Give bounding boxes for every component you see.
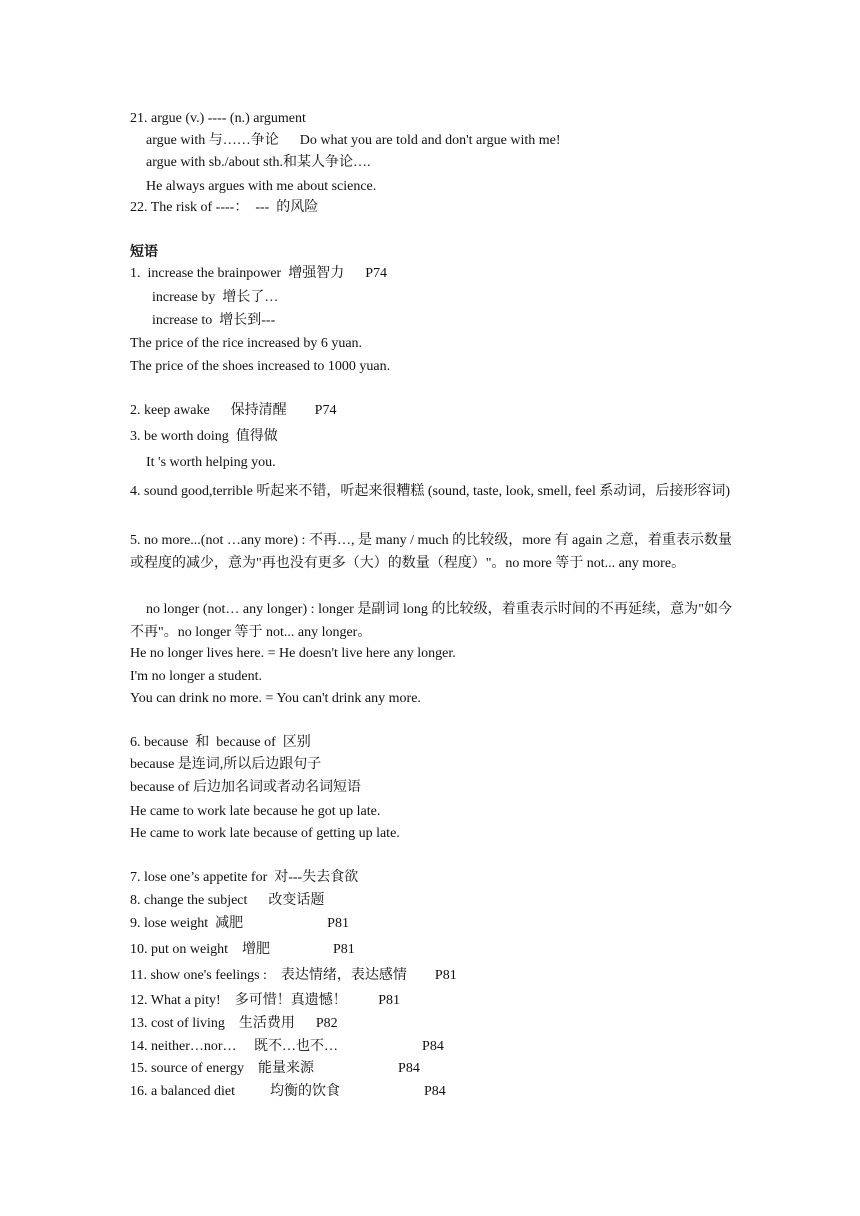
phrase-1-example-2: The price of the shoes increased to 1000 yuan.: [130, 359, 391, 374]
phrase-13: 13. cost of living 生活费用 P82: [130, 1016, 338, 1031]
phrase-1-title: 1. increase the brainpower 增强智力 P74: [130, 266, 387, 281]
phrase-5-example-3: You can drink no more. = You can't drink any more.: [130, 691, 421, 706]
phrase-7: 7. lose one’s appetite for 对---失去食欲: [130, 870, 359, 885]
phrase-1-sub-1: increase by 增长了…: [152, 290, 279, 305]
phrase-6-example-1: He came to work late because he got up late.: [130, 804, 381, 819]
entry-21-example-1: argue with 与……争论 Do what you are told and don't argue with me!: [146, 133, 561, 148]
phrase-10: 10. put on weight 增肥 P81: [130, 942, 355, 957]
phrase-5-paragraph: 5. no more...(not …any more) : 不再…, 是 many / much 的比较级，more 有 again 之意，着重表示数量或程度的减少，意为"再也没有更多（大）的数量（程度）"。no more 等于 not... any more。: [130, 533, 732, 571]
phrase-6-example-2: He came to work late because of getting up late.: [130, 826, 400, 841]
phrase-16: 16. a balanced diet 均衡的饮食 P84: [130, 1084, 446, 1099]
phrase-15: 15. source of energy 能量来源 P84: [130, 1061, 420, 1076]
phrase-4-paragraph: 4. sound good,terrible 听起来不错，听起来很糟糕 (sound, taste, look, smell, feel 系动词，后接形容词): [130, 484, 730, 499]
phrase-3-title: 3. be worth doing 值得做: [130, 429, 278, 444]
entry-22-title: 22. The risk of ----： --- 的风险: [130, 200, 319, 215]
phrase-5-no-longer-paragraph: no longer (not… any longer) : longer 是副词 long 的比较级，着重表示时间的不再延续，意为"如今不再"。no longer 等于 not... any longer。: [130, 602, 732, 640]
phrase-12: 12. What a pity! 多可惜！真遗憾！ P81: [130, 993, 401, 1008]
phrase-6-note-1: because 是连词,所以后边跟句子: [130, 757, 322, 772]
phrase-1-sub-2: increase to 增长到---: [152, 313, 276, 328]
phrase-2-title: 2. keep awake 保持清醒 P74: [130, 403, 337, 418]
phrase-1-example-1: The price of the rice increased by 6 yuan.: [130, 336, 363, 351]
phrase-6-title: 6. because 和 because of 区别: [130, 735, 311, 750]
entry-21-title: 21. argue (v.) ---- (n.) argument: [130, 111, 306, 126]
entry-21-example-3: He always argues with me about science.: [146, 179, 377, 194]
phrase-11: 11. show one's feelings : 表达情绪，表达感情 P81: [130, 968, 457, 983]
phrase-6-note-2: because of 后边加名词或者动名词短语: [130, 780, 361, 795]
phrase-8: 8. change the subject 改变话题: [130, 893, 325, 908]
phrase-5-example-2: I'm no longer a student.: [130, 669, 262, 684]
phrase-3-example: It 's worth helping you.: [146, 455, 276, 470]
section-heading-phrases: 短语: [130, 245, 158, 260]
phrase-5-example-1: He no longer lives here. = He doesn't live here any longer.: [130, 646, 456, 661]
phrase-9: 9. lose weight 减肥 P81: [130, 916, 349, 931]
entry-21-example-2: argue with sb./about sth.和某人争论….: [146, 155, 371, 170]
phrase-14: 14. neither…nor… 既不…也不… P84: [130, 1039, 444, 1054]
